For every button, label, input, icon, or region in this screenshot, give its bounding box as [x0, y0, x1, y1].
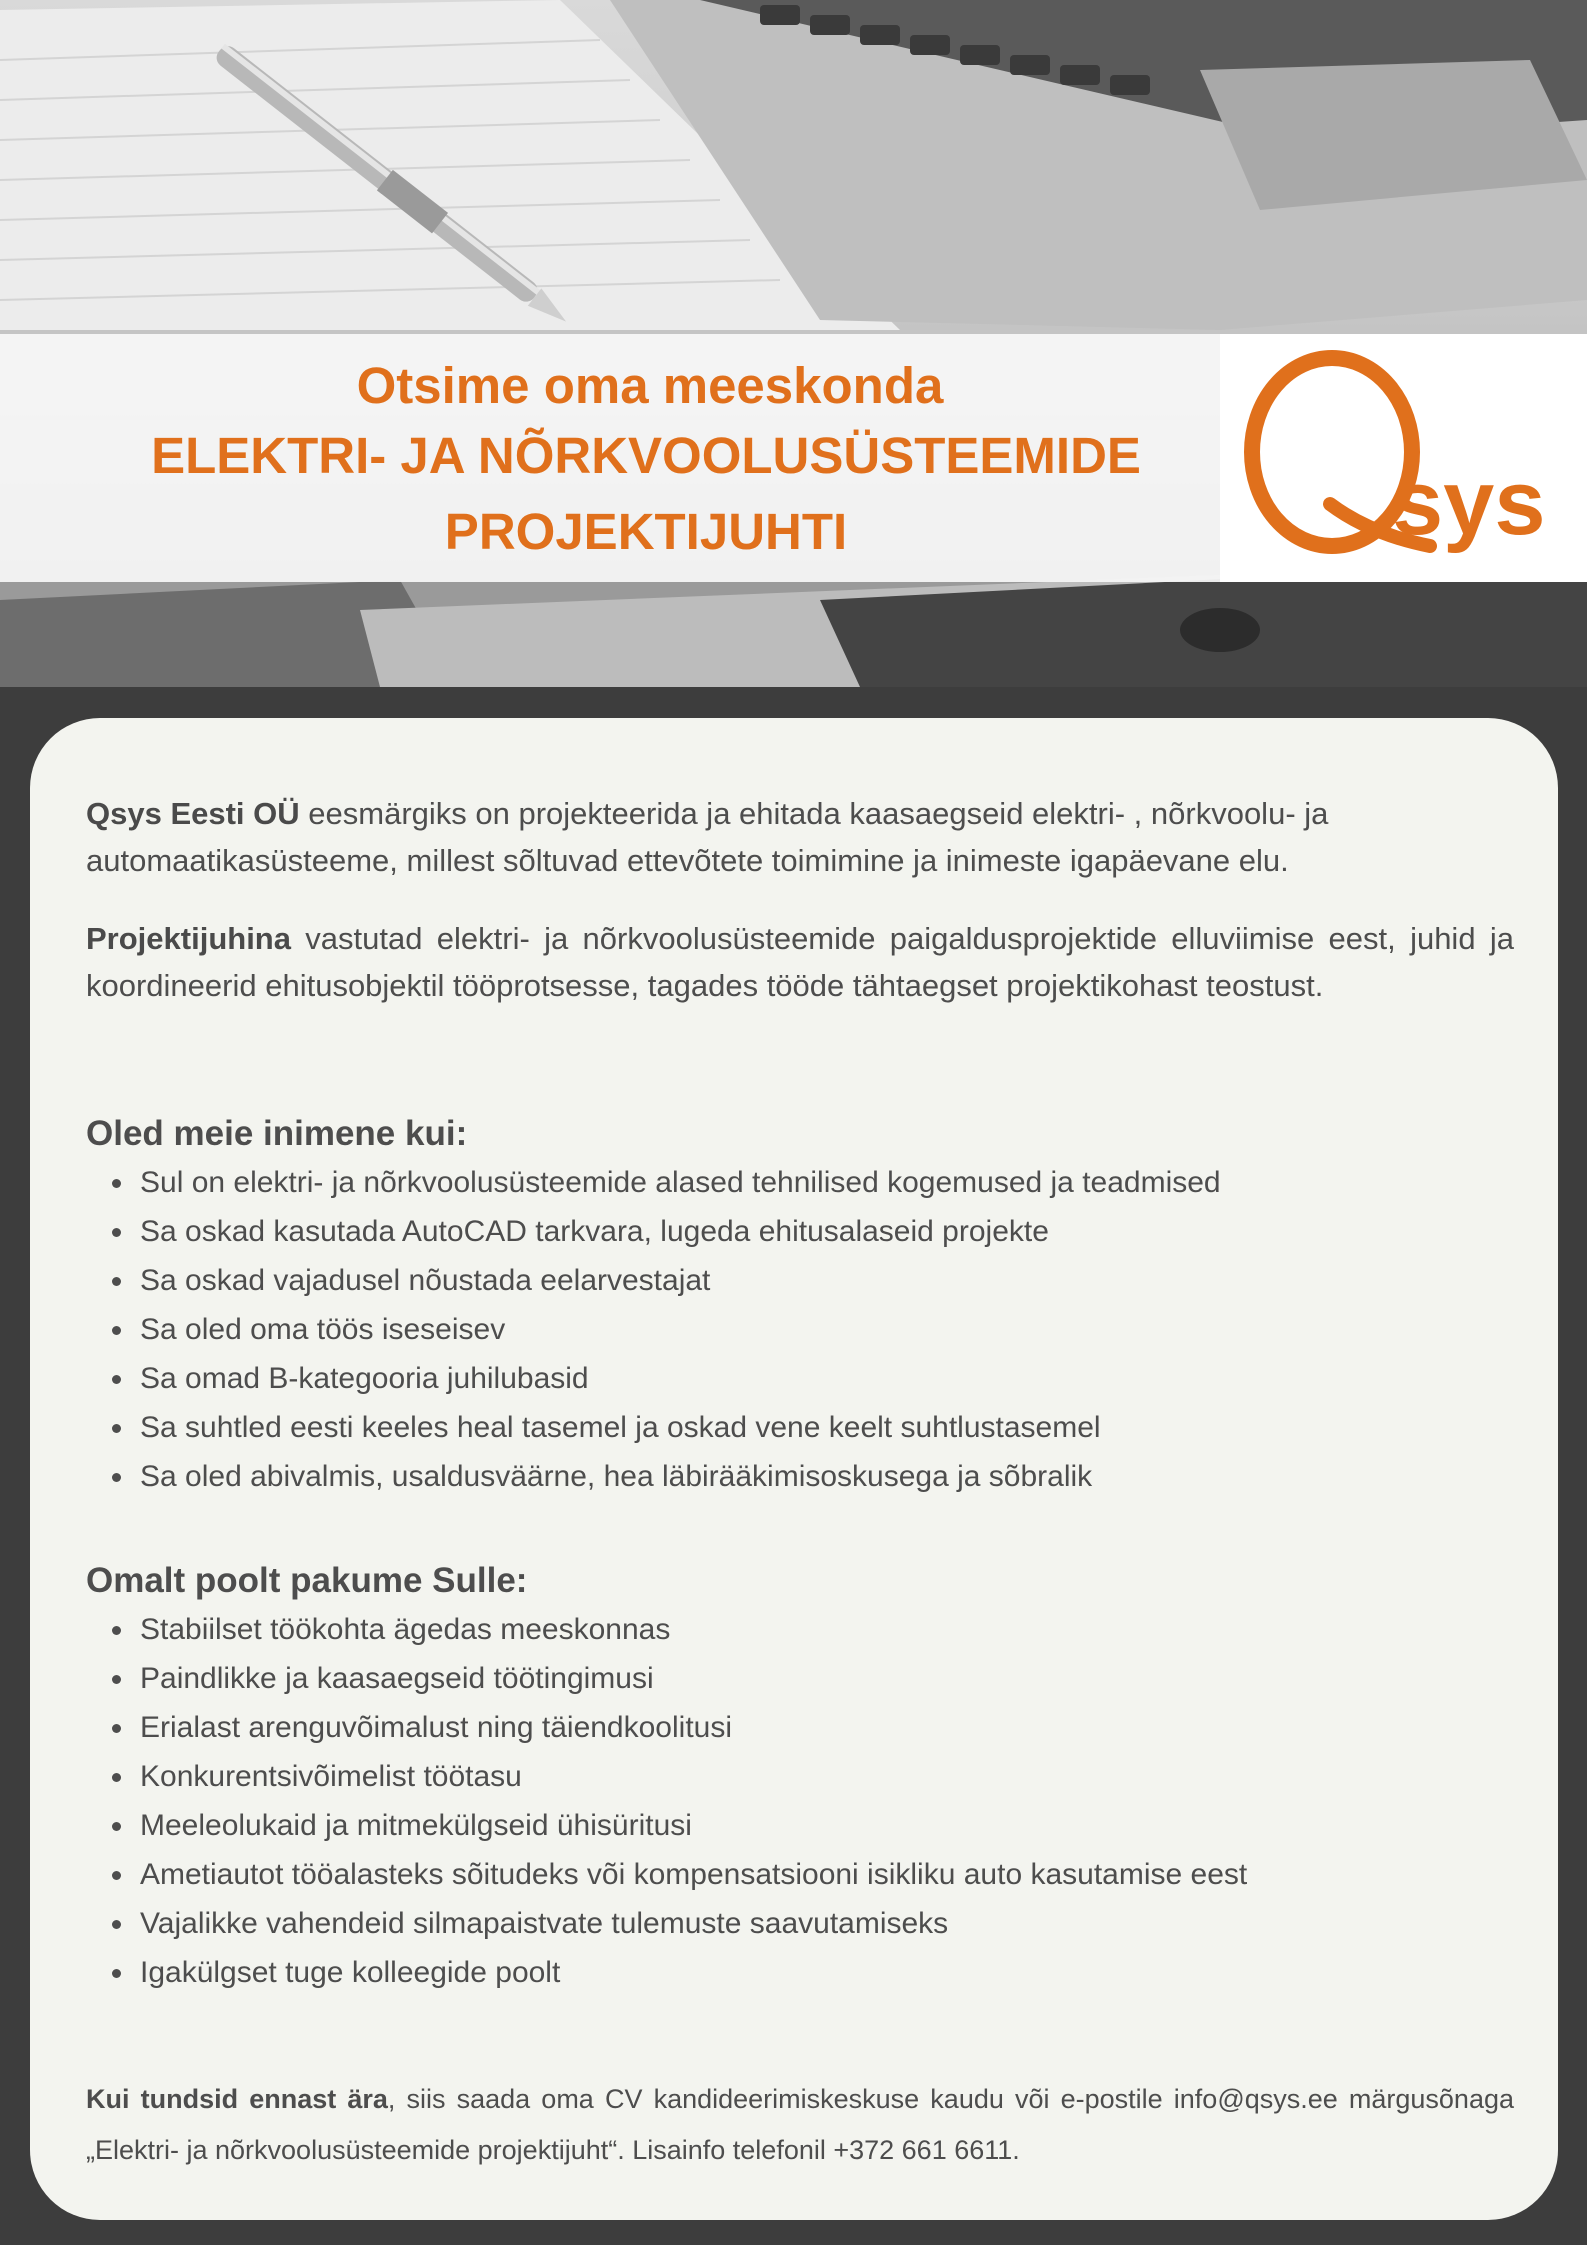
offer-list [86, 1605, 1516, 1997]
role-paragraph [86, 915, 1514, 1009]
company-logo [1220, 334, 1587, 582]
intro-text: eesmärgiks on projekteerida ja ehitada kaasaegseid elektri- , nõrkvoolu- ja automaatikasüsteeme, millest sõltuvad ettevõtete toimimine ja inimeste igapäevane elu. [86, 796, 1329, 878]
list-item: Stabiilset töökohta ägedas meeskonnas [86, 1605, 1516, 1654]
list-item: Erialast arenguvõimalust ning täiendkoolitusi [86, 1703, 1516, 1752]
list-item: Sa oled oma töös iseseisev [86, 1305, 1516, 1354]
list-item: Vajalikke vahendeid silmapaistvate tulemuste saavutamiseks [86, 1899, 1516, 1948]
list-item: Meeleolukaid ja mitmekülgseid ühisüritusi [86, 1801, 1516, 1850]
list-item: Sa oled abivalmis, usaldusväärne, hea läbirääkimisoskusega ja sõbralik [86, 1452, 1516, 1501]
company-name: Qsys Eesti OÜ [86, 796, 300, 831]
banner-subtitle: Otsime oma meeskonda [356, 357, 944, 414]
contact-text: , siis saada oma CV kandideerimiskeskuse kaudu või e-postile info@qsys.ee märgusõnaga „Elektri- ja nõrkvoolusüsteemide projektijuht“. Lisainfo telefonil +372 661 6611. [86, 2084, 1514, 2165]
list-item: Konkurentsivõimelist töötasu [86, 1752, 1516, 1801]
list-item: Sul on elektri- ja nõrkvoolusüsteemide alased tehnilised kogemused ja teadmised [86, 1158, 1516, 1207]
list-item: Sa omad B-kategooria juhilubasid [86, 1354, 1516, 1403]
banner-title-line-2: PROJEKTIJUHTI [444, 503, 848, 560]
requirements-heading: Oled meie inimene kui: [86, 1114, 468, 1153]
role-lead: Projektijuhina [86, 921, 291, 956]
banner-title-line-1: ELEKTRI- JA NÕRKVOOLUSÜSTEEMIDE [151, 427, 1141, 484]
contact-paragraph [86, 2074, 1514, 2176]
list-item: Ametiautot tööalasteks sõitudeks või kompensatsiooni isikliku auto kasutamise eest [86, 1850, 1516, 1899]
role-text: vastutad elektri- ja nõrkvoolusüsteemide paigaldusprojektide elluviimise eest, juhid ja koordineerid ehitusobjektil tööprotsesse, tagades tööde tähtaegset projektikohast teostust. [86, 921, 1514, 1003]
list-item: Igakülgset tuge kolleegide poolt [86, 1948, 1516, 1997]
job-description-card [30, 718, 1558, 2220]
offer-heading: Omalt poolt pakume Sulle: [86, 1561, 528, 1600]
svg-text:sys: sys [1392, 452, 1546, 554]
list-item: Paindlikke ja kaasaegseid töötingimusi [86, 1654, 1516, 1703]
intro-paragraph [86, 790, 1514, 884]
list-item: Sa suhtled eesti keeles heal tasemel ja oskad vene keelt suhtlustasemel [86, 1403, 1516, 1452]
qsys-logo-icon [1220, 334, 1587, 582]
list-item: Sa oskad vajadusel nõustada eelarvestajat [86, 1256, 1516, 1305]
contact-lead: Kui tundsid ennast ära [86, 2084, 388, 2114]
list-item: Sa oskad kasutada AutoCAD tarkvara, lugeda ehitusalaseid projekte [86, 1207, 1516, 1256]
requirements-list [86, 1158, 1516, 1501]
title-banner [0, 334, 1220, 582]
